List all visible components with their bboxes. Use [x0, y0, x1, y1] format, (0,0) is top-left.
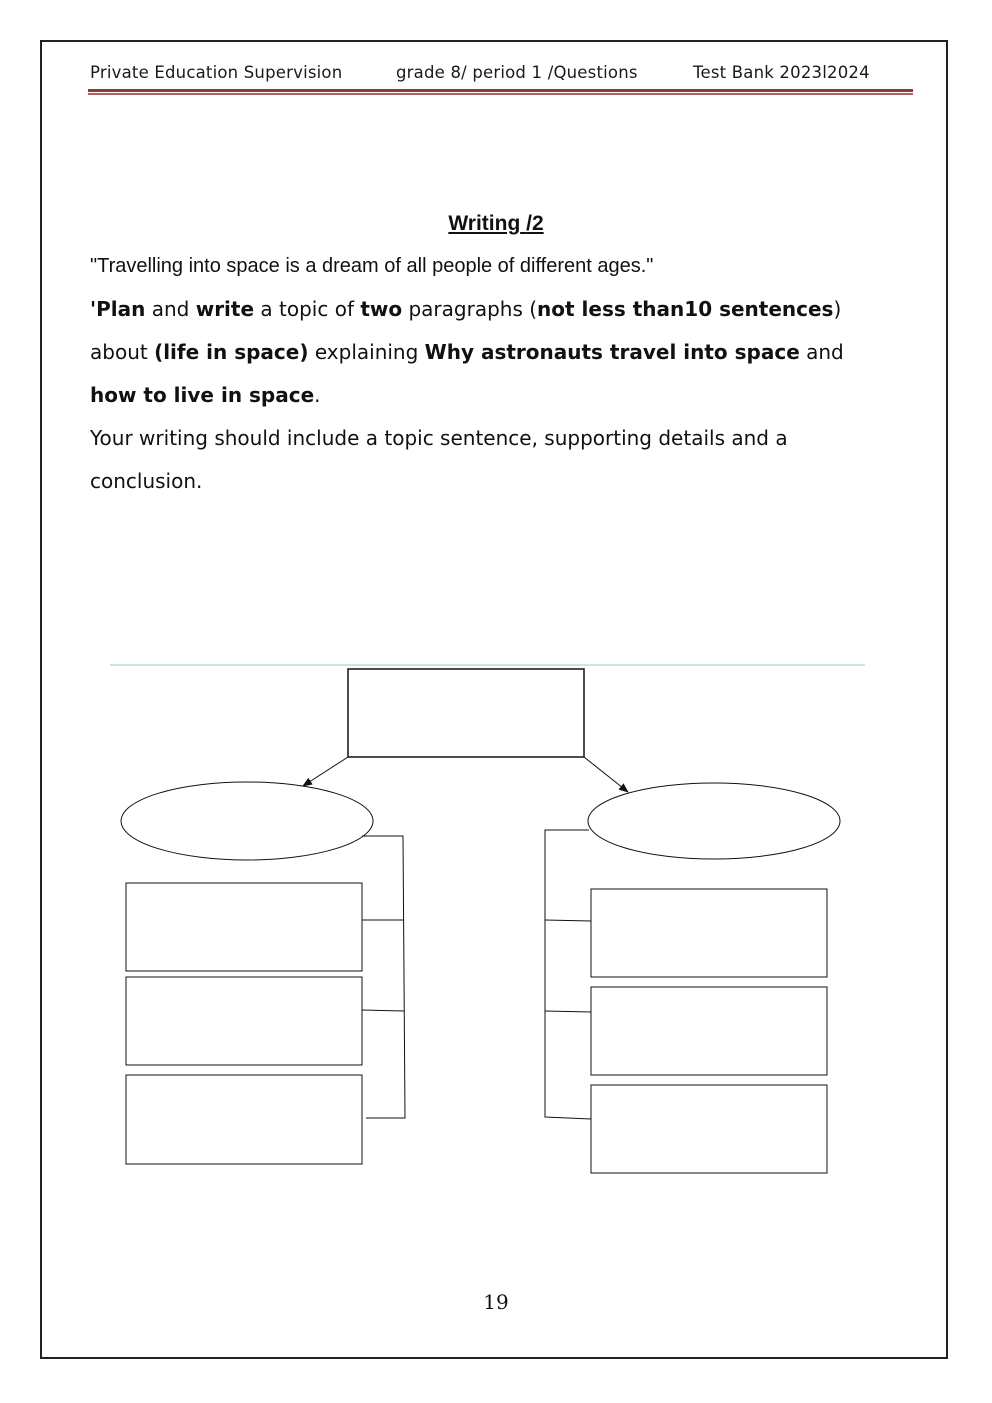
instruction-line-4: Your writing should include a topic sentence, supporting details and a — [90, 426, 788, 450]
kw-why-astronauts: Why astronauts travel into space — [424, 340, 800, 364]
left-bracket — [362, 836, 405, 1118]
right-connector-1 — [545, 920, 591, 921]
txt: ) — [833, 297, 842, 321]
right-detail-box-1[interactable] — [591, 889, 827, 977]
header-test-bank: Test Bank 2023l2024 — [693, 63, 870, 82]
txt: about — [90, 340, 155, 364]
arrow-left — [303, 757, 348, 786]
arrow-right — [584, 757, 628, 792]
kw-two: two — [360, 297, 403, 321]
main-idea-right-ellipse[interactable] — [588, 783, 840, 859]
right-detail-box-2[interactable] — [591, 987, 827, 1075]
kw-write: write — [195, 297, 255, 321]
page-number: 19 — [483, 1290, 509, 1314]
main-idea-left-ellipse[interactable] — [121, 782, 373, 860]
kw-plan: 'Plan — [90, 297, 146, 321]
section-title-text: Writing — [448, 212, 521, 235]
prompt-quote: "Travelling into space is a dream of all people of different ages." — [90, 255, 654, 277]
txt: and — [799, 340, 844, 364]
right-connector-2 — [545, 1011, 591, 1012]
header-grade-period: grade 8/ period 1 /Questions — [396, 63, 638, 82]
txt: and — [145, 297, 196, 321]
left-detail-box-3[interactable] — [126, 1075, 362, 1164]
kw-sentences: not less than10 sentences — [537, 297, 834, 321]
header-supervision: Private Education Supervision — [90, 63, 343, 82]
left-connector-2 — [362, 1010, 404, 1011]
right-bracket — [545, 830, 591, 1119]
txt: explaining — [308, 340, 425, 364]
topic-box[interactable] — [348, 669, 584, 757]
left-detail-box-1[interactable] — [126, 883, 362, 971]
instruction-line-5: conclusion. — [90, 469, 203, 493]
txt: . — [314, 383, 321, 407]
txt: paragraphs ( — [402, 297, 538, 321]
txt: a topic of — [254, 297, 361, 321]
section-marks: /2 — [526, 212, 544, 235]
kw-how-to-live: how to live in space — [90, 383, 315, 407]
left-detail-box-2[interactable] — [126, 977, 362, 1065]
right-detail-box-3[interactable] — [591, 1085, 827, 1173]
kw-life-in-space: (life in space) — [154, 340, 309, 364]
